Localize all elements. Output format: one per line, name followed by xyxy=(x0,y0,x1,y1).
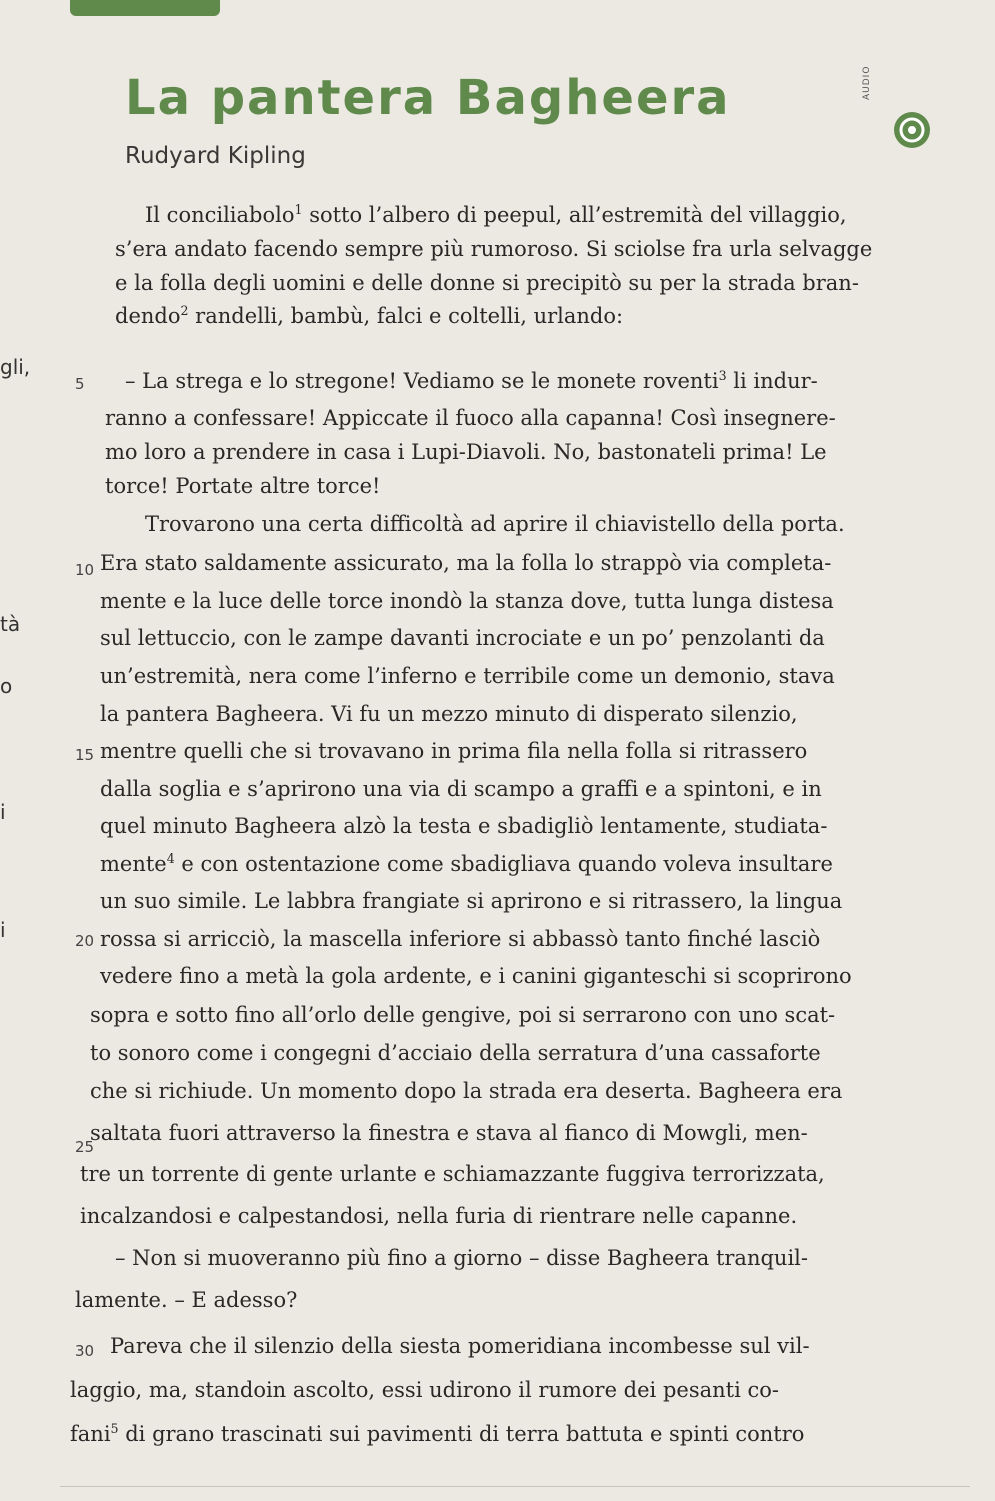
text-line: sul lettuccio, con le zampe davanti incrociate e un po’ penzolanti da xyxy=(100,626,825,650)
text-line: – Non si muoveranno più fino a giorno – disse Bagheera tranquil- xyxy=(115,1246,808,1270)
line-number: 25 xyxy=(75,1138,95,1156)
text-line: e la folla degli uomini e delle donne si precipitò su per la strada bran- xyxy=(115,271,859,295)
line-number: 15 xyxy=(75,746,95,764)
text-line: – La strega e lo stregone! Vediamo se le monete roventi$^3$ li indur- xyxy=(125,368,818,393)
text-line: che si richiude. Un momento dopo la strada era deserta. Bagheera era xyxy=(90,1079,843,1103)
text-line: vedere fino a metà la gola ardente, e i canini giganteschi si scoprirono xyxy=(100,964,852,988)
bottom-divider xyxy=(60,1486,970,1487)
author-name: Rudyard Kipling xyxy=(125,143,306,169)
text-line: dalla soglia e s’aprirono una via di scampo a graffi e a spintoni, e in xyxy=(100,777,822,801)
line-number: 5 xyxy=(75,375,85,393)
text-line: un’estremità, nera come l’inferno e terribile come un demonio, stava xyxy=(100,664,835,688)
line-number: 20 xyxy=(75,932,95,950)
margin-fragment: i xyxy=(0,800,6,824)
margin-fragment: o xyxy=(0,674,13,698)
top-color-tab xyxy=(70,0,220,16)
margin-fragment: tà xyxy=(0,612,21,636)
text-line: mente$^4$ e con ostentazione come sbadigliava quando voleva insultare xyxy=(100,851,833,876)
text-line: dendo$^2$ randelli, bambù, falci e coltelli, urlando: xyxy=(115,303,624,328)
text-line: sopra e sotto fino all’orlo delle gengive, poi si serrarono con uno scat- xyxy=(90,1003,836,1027)
line-number: 30 xyxy=(75,1342,95,1360)
text-line: mo loro a prendere in casa i Lupi-Diavoli. No, bastonateli prima! Le xyxy=(105,440,827,464)
text-line: rossa si arricciò, la mascella inferiore si abbassò tanto finché lasciò xyxy=(100,927,821,951)
page-title: La pantera Bagheera xyxy=(125,70,731,126)
text-line: Trovarono una certa difficoltà ad aprire il chiavistello della porta. xyxy=(145,512,845,536)
text-line: tre un torrente di gente urlante e schiamazzante fuggiva terrorizzata, xyxy=(80,1162,825,1186)
text-line: quel minuto Bagheera alzò la testa e sbadigliò lentamente, studiata- xyxy=(100,814,828,838)
text-line: to sonoro come i congegni d’acciaio della serratura d’una cassaforte xyxy=(90,1041,821,1065)
margin-fragment: gli, xyxy=(0,355,31,379)
text-line: Era stato saldamente assicurato, ma la folla lo strappò via completa- xyxy=(100,551,832,575)
text-line: un suo simile. Le labbra frangiate si aprirono e si ritrassero, la lingua xyxy=(100,889,843,913)
audio-label: AUDIO xyxy=(862,65,872,100)
text-line: fani$^5$ di grano trascinati sui pavimenti di terra battuta e spinti contro xyxy=(70,1421,805,1446)
text-line: la pantera Bagheera. Vi fu un mezzo minuto di disperato silenzio, xyxy=(100,702,798,726)
line-number: 10 xyxy=(75,561,95,579)
margin-fragment: i xyxy=(0,918,6,942)
text-line: mente e la luce delle torce inondò la stanza dove, tutta lunga distesa xyxy=(100,589,834,613)
text-line: laggio, ma, standoin ascolto, essi udirono il rumore dei pesanti co- xyxy=(70,1378,779,1402)
audio-icon[interactable] xyxy=(892,110,932,150)
text-line: ranno a confessare! Appiccate il fuoco alla capanna! Così insegnere- xyxy=(105,406,836,430)
text-line: saltata fuori attraverso la finestra e stava al fianco di Mowgli, men- xyxy=(90,1121,808,1145)
text-line: torce! Portate altre torce! xyxy=(105,474,381,498)
text-line: s’era andato facendo sempre più rumoroso. Si sciolse fra urla selvagge xyxy=(115,237,873,261)
text-line: Pareva che il silenzio della siesta pomeridiana incombesse sul vil- xyxy=(110,1334,810,1358)
text-line: mentre quelli che si trovavano in prima fila nella folla si ritrassero xyxy=(100,739,808,763)
text-line: incalzandosi e calpestandosi, nella furia di rientrare nelle capanne. xyxy=(80,1204,798,1228)
text-line: lamente. – E adesso? xyxy=(75,1288,298,1312)
text-line: Il conciliabolo$^1$ sotto l’albero di peepul, all’estremità del villaggio, xyxy=(145,202,847,227)
